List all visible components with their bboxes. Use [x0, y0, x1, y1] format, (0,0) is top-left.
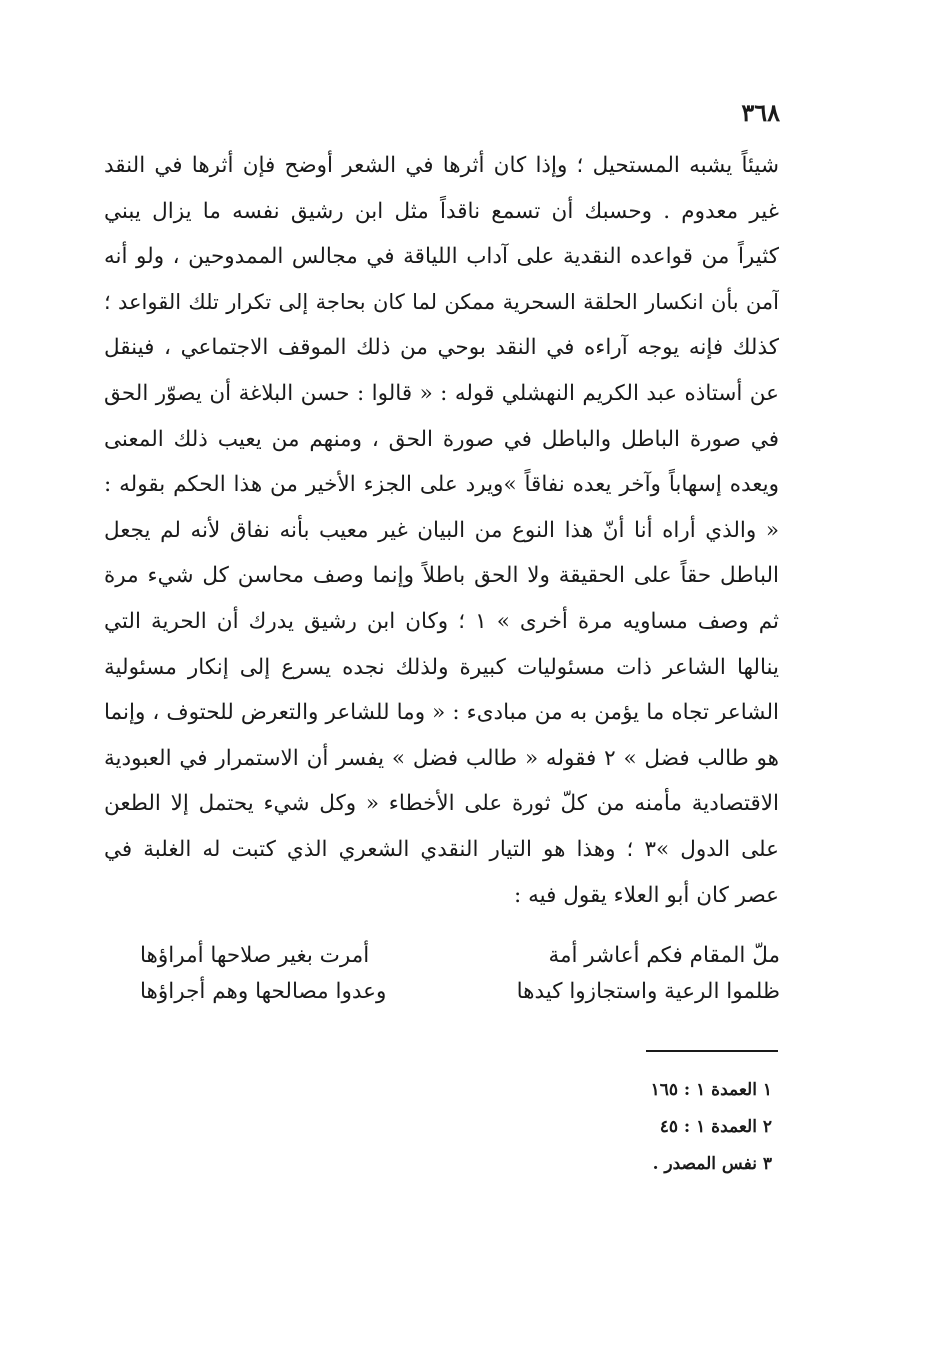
text-line: في صورة الباطل والباطل في صورة الحق ، ومنهم من يعيب ذلك المعنى	[104, 426, 779, 452]
text-line: ثم وصف مساويه مرة أخرى » ١ ؛ وكان ابن رشيق يدرك أن الحرية التي	[104, 608, 779, 634]
text-line: الباطل حقاً على الحقيقة ولا الحق باطلاً وإنما وصف محاسن كل شيء مرة	[104, 563, 779, 589]
text-line: الاقتصادية مأمنه من كلّ ثورة على الأخطاء « وكل شيء يحتمل إلا الطعن	[104, 791, 779, 817]
text-line: آمن بأن انكسار الحلقة السحرية ممكن لما كان بحاجة إلى تكرار تلك القواعد ؛	[104, 289, 779, 314]
text-line: على الدول »٣ ؛ وهذا هو التيار النقدي الشعري الذي كتبت له الغلبة في	[104, 836, 779, 862]
text-line: هو طالب فضل » ٢ فقوله « طالب فضل » يفسر أن الاستمرار في العبودية	[104, 745, 779, 771]
text-line: عن أستاذه عبد الكريم النهشلي قوله : « قالوا : حسن البلاغة أن يصوّر الحق	[104, 380, 779, 406]
footnote: ٣ نفس المصدر .	[652, 1154, 772, 1174]
poem-verse	[140, 974, 780, 1010]
poem-hemistich-first: ظلموا الرعية واستجازوا كيدها	[516, 979, 780, 1004]
text-line: غير معدوم . وحسبك أن تسمع ناقداً مثل ابن رشيق نفسه ما يزال يبني	[104, 198, 779, 224]
text-line: ويعده إسهاباً وآخر يعده نفاقاً »ويرد على الجزء الأخير من هذا الحكم بقوله :	[104, 472, 779, 498]
footnotes	[500, 1072, 772, 1183]
body-text	[104, 143, 779, 918]
text-line: ينالها الشاعر ذات مسئوليات كبيرة ولذلك نجده يسرع إلى إنكار مسئولية	[104, 654, 779, 680]
footnote: ٢ العمدة ١ : ٤٥	[659, 1117, 772, 1137]
poem-hemistich-second: وعدوا مصالحها وهم أجراؤها	[140, 979, 387, 1004]
poem-hemistich-second: أمرت بغير صلاحها أمراؤها	[140, 943, 370, 968]
text-line: « والذي أراه أنا أنّ هذا النوع من البيان غير معيب بأنه نفاق لأنه لم يجعل	[104, 517, 779, 543]
text-line: شيئاً يشبه المستحيل ؛ وإذا كان أثرها في الشعر أوضح فإن أثرها في النقد	[104, 153, 779, 178]
poem-hemistich-first: ملّ المقام فكم أعاشر أمة	[548, 943, 780, 968]
text-line: كثيراً من قواعده النقدية على آداب اللياقة في مجالس الممدوحين ، ولو أنه	[104, 244, 779, 270]
text-line: الشاعر تجاه ما يؤمن به من مبادىء : « وما للشاعر والتعرض للحتوف ، وإنما	[104, 700, 779, 726]
poem-verse	[140, 938, 780, 974]
footnote: ١ العمدة ١ : ١٦٥	[650, 1080, 772, 1100]
page-number: ٣٦٨	[741, 98, 780, 127]
text-line: كذلك فإنه يوجه آراءه في النقد بوحي من ذلك الموقف الاجتماعي ، فينقل	[104, 335, 779, 361]
text-line: عصر كان أبو العلاء يقول فيه :	[514, 882, 779, 908]
footnote-divider	[646, 1050, 778, 1052]
poem-block	[140, 938, 780, 1010]
